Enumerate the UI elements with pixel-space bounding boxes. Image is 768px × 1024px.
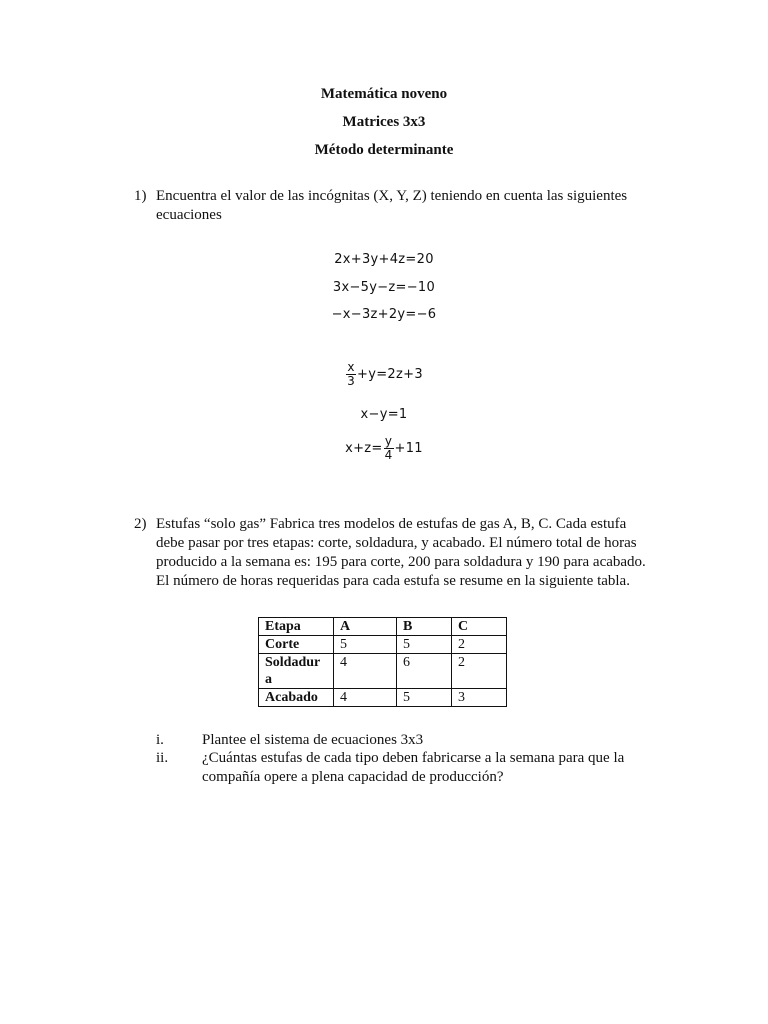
fraction-y-over-4	[384, 435, 394, 462]
question-2-text: Estufas “solo gas” Fabrica tres modelos de estufas de gas A, B, C. Cada estufa debe pasar por tres etapas: corte, soldadura, y acabado. El número total de horas producido a la semana es: 195 para corte, 200 para soldadura y 190 para acabado. El número de horas requeridas para cada estufa se resume en la siguiente tabla.	[156, 516, 646, 589]
table-header: B	[397, 618, 452, 636]
doc-subtitle: Matrices 3x3	[342, 114, 426, 130]
table-cell: Corte	[259, 636, 334, 654]
table-row	[259, 636, 507, 654]
table-header: A	[334, 618, 397, 636]
doc-method-title: Método determinante	[314, 142, 454, 158]
table-cell: 2	[452, 636, 507, 654]
table-cell: Soldadura	[259, 654, 334, 689]
system1-equation-2: 3x−5y−z=−10	[332, 280, 436, 295]
table-row	[259, 689, 507, 707]
system1-equation-1: 2x+3y+4z=20	[334, 252, 434, 267]
fraction-denominator: 3	[347, 374, 356, 388]
hours-table	[258, 617, 507, 707]
question-2-number: 2)	[134, 516, 147, 532]
table-row	[259, 654, 507, 689]
table-header: Etapa	[259, 618, 334, 636]
fraction-numerator: y	[384, 434, 393, 448]
fraction-x-over-3	[346, 361, 356, 388]
table-cell: 6	[397, 654, 452, 689]
doc-title: Matemática noveno	[320, 86, 448, 102]
table-cell: 5	[397, 689, 452, 707]
subitem-label: i.	[156, 732, 164, 748]
equation-rest: +11	[394, 441, 423, 456]
table-cell: 3	[452, 689, 507, 707]
equation-rest: +y=2z+3	[357, 367, 423, 382]
table-cell: 4	[334, 689, 397, 707]
question-1-number: 1)	[134, 188, 147, 204]
system2-equation-2: x−y=1	[360, 407, 408, 422]
fraction-denominator: 4	[384, 448, 393, 462]
system1-equation-3: −x−3z+2y=−6	[331, 307, 437, 322]
subitem-label: ii.	[156, 750, 169, 766]
question-1-text: Encuentra el valor de las incógnitas (X, Y, Z) teniendo en cuenta las siguientes ecuaciones	[156, 188, 628, 223]
table-cell: 5	[334, 636, 397, 654]
system2-equation-3	[0, 435, 768, 462]
table-cell: 5	[397, 636, 452, 654]
table-header-row	[259, 618, 507, 636]
subitem-text: ¿Cuántas estufas de cada tipo deben fabricarse a la semana para que la compañía opere a plena capacidad de producción?	[202, 750, 625, 785]
equation-lhs: x+z=	[345, 441, 383, 456]
table-cell: 2	[452, 654, 507, 689]
subitem-text: Plantee el sistema de ecuaciones 3x3	[202, 732, 424, 748]
table-cell: 4	[334, 654, 397, 689]
table-cell: Acabado	[259, 689, 334, 707]
table-header: C	[452, 618, 507, 636]
fraction-numerator: x	[347, 360, 355, 374]
system2-equation-1	[0, 361, 768, 388]
